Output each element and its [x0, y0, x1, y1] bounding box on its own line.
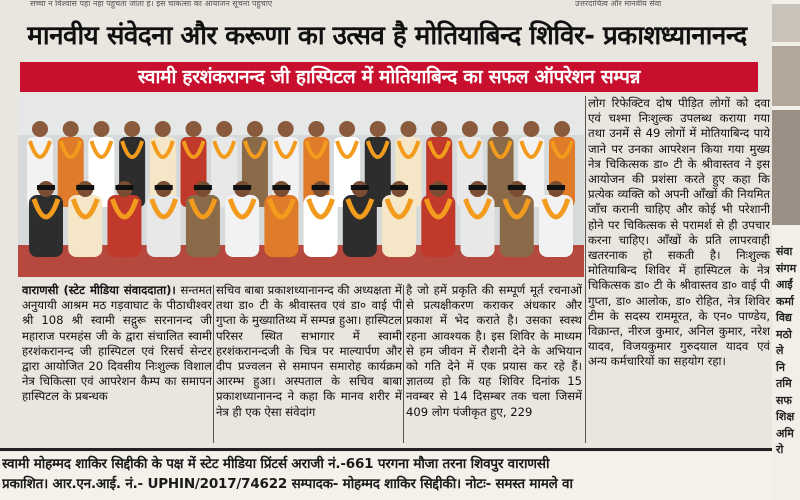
article-column-1: [22, 283, 212, 443]
imprint-line-2: प्रकाशित। आर.एन.आई. नं.- UPHIN/2017/74622 सम्पादक- मोहम्मद शाकिर सिद्दीकी। नोटः- समस्त मामले वा: [2, 476, 573, 492]
article-text-1: सन्तमत अनुयायी आश्रम मठ गड़वाघाट के पीठाधीश्वर श्री 108 श्री स्वामी सद्गुरू सरनानन्द जी महाराज परमहंस जी के द्वारा संचालित स्वामी हरशंकरानन्द जी हास्पिटल एवं रिसर्च सेन्टर द्वारा आयोजित 20 दिवसीय निःशुल्क विशाल नेत्र चिकित्सा एवं आपरेशन कैम्प का समापन हास्पिटल के प्रबन्धक: [22, 283, 212, 404]
edge-text-line: संगम: [776, 261, 797, 275]
article-text-4: लोग रिफेक्टिव दोष पीड़ित लोगों को दवा एवं चश्मा निःशुल्क उपलब्ध कराया गया तथा उनमें से 49 लोगों में मोतियाबिन्द पाये जाने पर उनका आपरेशन किया गया मुख्य नेत्र चिकित्सक डा० टी के श्रीवास्तव ने इस आयोजन की प्रशंसा करते हुए कहा कि प्रत्येक व्यक्ति को अपनी आँखों की नियमित जाँच करानी चाहिए और कोई भी परेशानी होने पर चिकित्सक से परामर्श से ही उपचार करना चाहिए। आँखों के प्रति लापरवाही खतरनाक हो सकती है। निःशुल्क मोतियाबिन्द शिविर में हास्पिटल के नेत्र चिकित्सक डा० टी के श्रीवास्तव डा० वाई पी गुप्ता, डा० आलोक, डा० रोहित, नेत्र शिविर टीम के सदस्य राममूरत, के एन० पाण्डेय, विक्रान्त, नीरज कुमार, अनिल कुमार, नरेश यादव, विजयकुमार गुरुदयाल यादव एवं अन्य कर्मचारियों का सहयोग रहा।: [588, 96, 770, 369]
edge-text-line: ले: [776, 344, 784, 357]
article-column-2: [216, 283, 402, 443]
edge-text-line: सफ: [776, 393, 792, 407]
edge-text-line: अमि: [776, 426, 794, 440]
column-divider: [403, 285, 404, 443]
dateline: वाराणसी (स्टेट मीडिया संवाददाता)।: [22, 283, 176, 297]
group-photo-illustration: [18, 95, 584, 277]
footer-rule: [0, 448, 772, 451]
edge-photo-3: [772, 110, 800, 225]
edge-text-line: शिक्ष: [776, 410, 795, 423]
article-column-4: [588, 96, 770, 446]
subheadline-banner: स्वामी हरशंकरानन्द जी हास्पिटल में मोतियाबिन्द का सफल ऑपरेशन सम्पन्न: [20, 62, 758, 92]
edge-text-line: संवा: [776, 245, 793, 258]
edge-text-line: कर्मा: [776, 294, 794, 308]
strip-text-left: सच्चा न विश्वास पहा नहा पहुचता जाता ह। इस चाकत्सा का आयाजन सूचना पहुचाए: [30, 0, 273, 8]
edge-text-line: मठो: [776, 327, 792, 341]
edge-text-line: तमि: [776, 377, 792, 390]
imprint-line-1: स्वामी मोहम्मद शाकिर सिद्दीकी के पक्ष में स्टेट मीडिया प्रिंटर्स अराजी नं.-661 परगना मौजा तरना शिवपुर वाराणसी: [2, 456, 550, 472]
edge-photo-1: [772, 4, 800, 42]
edge-photo-2: [772, 46, 800, 106]
strip-text-right: उत्तरदायित्व और मानवीय सेवा: [575, 0, 662, 8]
edge-text-line: नि: [776, 360, 785, 374]
headline: मानवीय संवेदना और करूणा का उत्सव है मोतियाबिन्द शिविर- प्रकाशध्यानानन्द: [27, 21, 747, 51]
article-column-3: [406, 283, 582, 443]
article-text-3: है जो हमें प्रकृति की सम्पूर्ण मूर्त रचनाओं से प्रत्यक्षीकरण कराकर अंधकार और प्रकाश में भेद कराते है। उसका स्वस्थ रहना आवश्यक है। इस शिविर के माध्यम से हम जीवन में रौशनी देने के अभियान को गति देने में एक प्रयास कर रहे हैं। ज्ञातव्य हो कि यह शिविर दिनांक 15 नवम्बर से 14 दिसम्बर तक चला जिसमें 409 लोग पंजीकृत हुए, 229: [406, 283, 582, 419]
group-photo: [18, 95, 584, 277]
article-text-2: सचिव बाबा प्रकाशध्यानानन्द की अध्यक्षता में तथा डा० टी के श्रीवास्तव एवं डा० वाई पी गुप्ता के मुख्यातिथ्य में सम्पन्न हुआ। हास्पिटल परिसर स्थित सभागार में स्वामी हरशंकरानन्दजी के चित्र पर माल्यार्पण और दीप प्रज्वलन से समापन समारोह कार्यक्रम आरम्भ हुआ। अस्पताल के सचिव बाबा प्रकाशध्यानानन्द ने कहा कि मानव शरीर में नेत्र ही एक ऐसा संवेदांग: [216, 283, 402, 419]
edge-text-line: रो: [776, 443, 784, 456]
edge-text-line: आईं: [776, 278, 793, 291]
previous-article-strip: [0, 0, 780, 10]
edge-text-line: विद्य: [776, 311, 792, 324]
column-divider: [585, 96, 586, 443]
imprint-footer: [0, 452, 800, 500]
adjacent-page-edge: [772, 0, 800, 500]
column-divider: [213, 285, 214, 443]
